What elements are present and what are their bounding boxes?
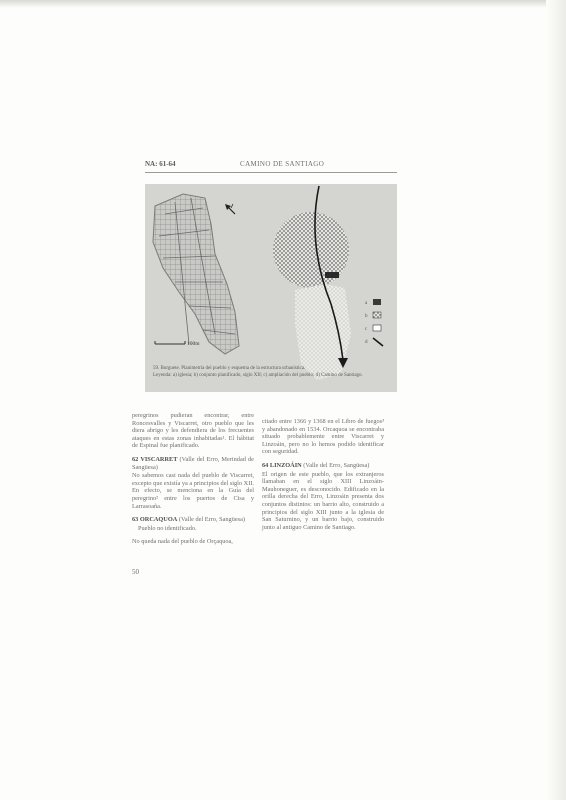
legend-key: a (365, 301, 368, 306)
scan-shadow-right (546, 0, 566, 800)
left-column (132, 412, 254, 552)
entry-number-name: 64 LINZOÁIN (262, 461, 302, 469)
caption-line: 59. Burguete. Planimetría del pueblo y esquema de la estructura urbanística. (153, 366, 306, 371)
entry-region: (Valle del Erro, Sangüesa) (177, 516, 245, 524)
town-plan-map (145, 184, 397, 392)
entry-number-name: 63 ORCAQUOA (132, 516, 178, 524)
entry-heading (132, 456, 254, 471)
scale-bar (155, 341, 200, 347)
legend-swatch-d (373, 338, 383, 346)
legend-swatch-a (373, 299, 381, 305)
entry-region: (Valle del Erro, Sangüesa) (301, 461, 370, 469)
legend-swatch-c (373, 325, 381, 331)
right-column (262, 418, 384, 537)
legend-key: c (365, 327, 368, 332)
caption-line: Leyenda: a) iglesia; b) conjunto planificado, siglo XII; c) ampliación del pueblo; d) Camino de Santiago. (153, 372, 363, 378)
paragraph: El origen de este pueblo, que los extranjeros llamaban en el siglo XIII Linzoáin-Mauhoneguer, es desconocido. Edificado en la orilla derecha del Erro, Linzoáin presenta dos conjuntos distintos: un barrio alto, construido a principios del siglo XIII junto a la iglesia de San Saturnino, y un barrio bajo, construido junto al antiguo Camino de Santiago. (262, 470, 384, 531)
entry-region: (Valle del Erro, Merindad de Sangüesa) (132, 455, 254, 471)
legend-key: d (365, 340, 368, 345)
page-number: 50 (132, 568, 139, 576)
legend-swatch-b (373, 312, 381, 318)
section-code: NA: 61-64 (145, 160, 176, 168)
paragraph: citado entre 1366 y 1368 en el Libro de fuegos³ y abandonado en 1534. Orcaquoa se encontraba situado probablemente entre Viscarret y Linzoáin, pero no lo hemos podido identificar con seguridad. (262, 418, 384, 456)
entry-heading (132, 516, 254, 524)
scan-shadow-top (0, 0, 566, 8)
book-title: CAMINO DE SANTIAGO (240, 160, 325, 168)
paragraph: peregrinos pudieran encontrar, entre Roncesvalles y Viscarret, otro pueblo que les diera abrigo y les defendiera de los frecuentes ataques en estas zonas inhabitadas¹. El hábitat de Espinal fue planificado. (132, 412, 254, 450)
scale-label: 100m (187, 341, 200, 347)
header-rule (145, 172, 397, 173)
paragraph: No queda nada del pueblo de Orçaquoa, (132, 538, 233, 546)
church (325, 272, 339, 278)
legend (365, 299, 383, 346)
figure-caption (153, 366, 393, 379)
entry-number-name: 62 VISCARRET (132, 455, 178, 463)
town-blocks (153, 194, 239, 354)
north-arrow-icon (225, 204, 235, 214)
entry-heading (262, 462, 384, 470)
paragraph: No sabemos casi nada del pueblo de Viscarret, excepto que existía ya a principios del siglo XII. En efecto, se menciona en la Guía del peregrino² entre los puertos de Cisa y Larrasoaña. (132, 472, 254, 510)
legend-key: b (365, 314, 368, 319)
running-head (145, 160, 397, 172)
town-plan-figure (145, 184, 397, 392)
entry-note: Pueblo no identificado. (138, 524, 197, 532)
